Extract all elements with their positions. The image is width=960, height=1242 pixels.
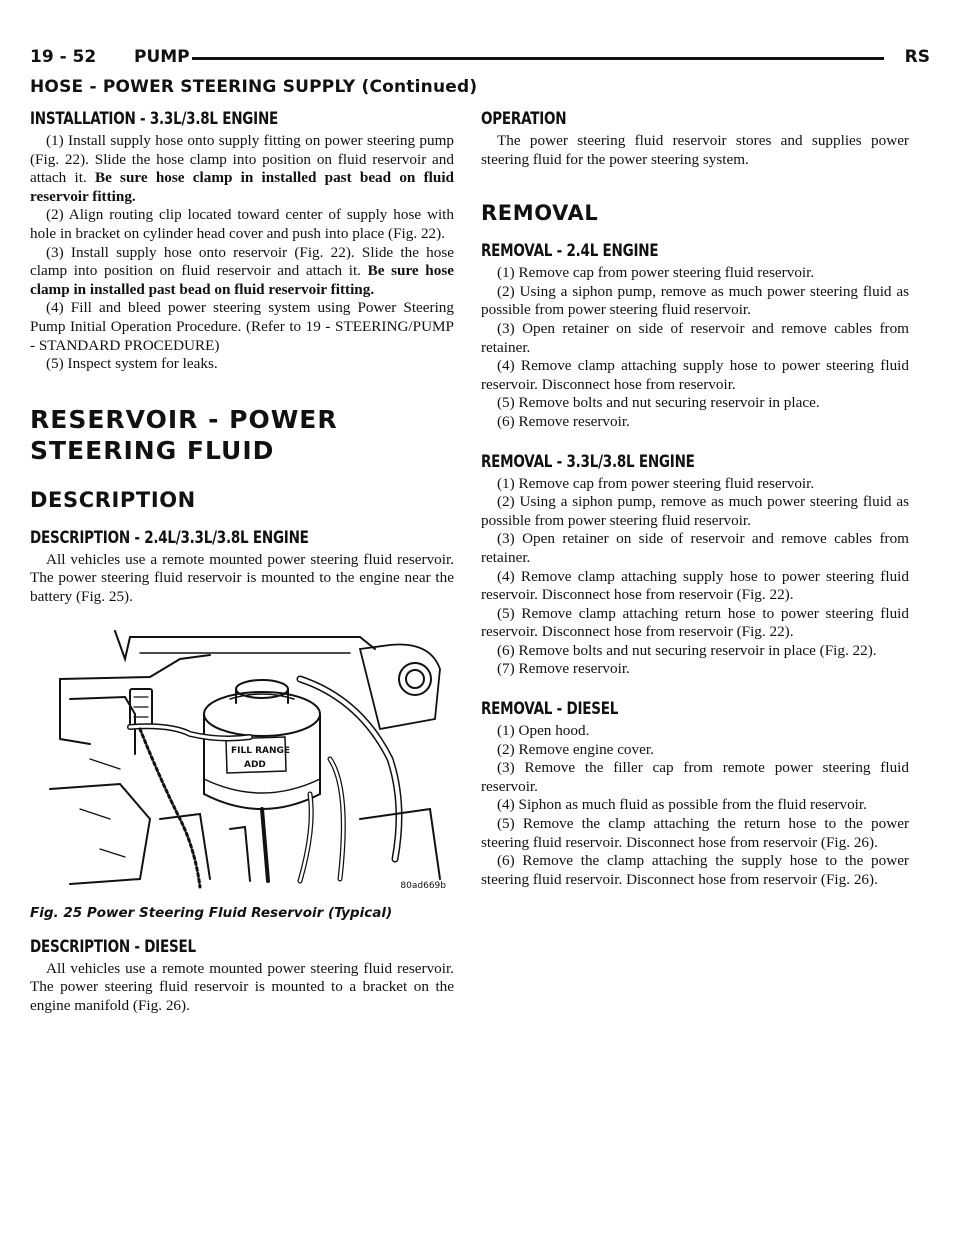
description-engine-heading: DESCRIPTION - 2.4L/3.3L/3.8L ENGINE xyxy=(30,527,309,547)
removal-diesel-step: (2) Remove engine cover. xyxy=(497,740,654,758)
figure-reservoir xyxy=(30,619,454,899)
removal-33-step: (5) Remove clamp attaching return hose to power steering fluid reservoir. Disconnect hose from reservoir (Fig. 22). xyxy=(481,604,909,641)
removal-33-step: (6) Remove bolts and nut securing reservoir in place (Fig. 22). xyxy=(497,641,877,659)
removal-33-step: (7) Remove reservoir. xyxy=(497,660,630,678)
page-header xyxy=(30,44,930,72)
removal-24-step: (4) Remove clamp attaching supply hose to power steering fluid reservoir. Disconnect hose from reservoir. xyxy=(481,357,909,393)
removal-33-step: (2) Using a siphon pump, remove as much power steering fluid as possible from power steering fluid reservoir. xyxy=(481,493,909,529)
removal-24-step: (6) Remove reservoir. xyxy=(497,412,630,430)
removal-heading: REMOVAL xyxy=(481,201,599,226)
left-column xyxy=(30,109,454,1015)
install-step-2: (2) Align routing clip located toward center of supply hose with hole in bracket on cylinder head cover and push into place (Fig. 22). xyxy=(30,206,454,242)
description-heading: DESCRIPTION xyxy=(30,487,196,512)
removal-24-step: (5) Remove bolts and nut securing reservoir in place. xyxy=(497,394,820,412)
removal-33-heading: REMOVAL - 3.3L/3.8L ENGINE xyxy=(481,451,695,471)
removal-24-step: (1) Remove cap from power steering fluid reservoir. xyxy=(497,264,815,282)
reservoir-title: RESERVOIR - POWER STEERING FLUID xyxy=(30,404,338,465)
vehicle-code: RS xyxy=(904,47,930,67)
svg-text:FILL RANGE: FILL RANGE xyxy=(231,745,291,756)
removal-24-heading: REMOVAL - 2.4L ENGINE xyxy=(481,241,659,261)
section-name: PUMP xyxy=(134,47,190,67)
removal-33-step: (4) Remove clamp attaching supply hose to power steering fluid reservoir. Disconnect hose from reservoir (Fig. 22). xyxy=(481,567,909,604)
header-rule xyxy=(192,57,884,60)
reservoir-illustration xyxy=(30,619,454,899)
svg-text:ADD: ADD xyxy=(244,759,266,770)
page-number: 19 - 52 xyxy=(30,47,97,67)
removal-diesel-step: (1) Open hood. xyxy=(497,722,590,740)
running-title: HOSE - POWER STEERING SUPPLY (Continued) xyxy=(30,77,478,97)
removal-33-step: (1) Remove cap from power steering fluid reservoir. xyxy=(497,474,815,492)
removal-diesel-step: (6) Remove the clamp attaching the supply hose to the power steering fluid reservoir. Disconnect hose from reservoir (Fig. 26). xyxy=(481,852,909,888)
description-diesel-text: All vehicles use a remote mounted power steering fluid reservoir. The power steering fluid reservoir is mounted to a bracket on the engine manifold (Fig. 26). xyxy=(30,959,454,1014)
removal-33-step: (3) Open retainer on side of reservoir and remove cables from retainer. xyxy=(481,530,909,566)
install-step-4: (4) Fill and bleed power steering system using Power Steering Pump Initial Operation Procedure. (Refer to 19 - STEERING/PUMP - STANDARD PROCEDURE) xyxy=(30,299,454,354)
description-engine-text: All vehicles use a remote mounted power steering fluid reservoir. The power steering fluid reservoir is mounted to the engine near the battery (Fig. 25). xyxy=(30,550,454,605)
installation-heading: INSTALLATION - 3.3L/3.8L ENGINE xyxy=(30,109,279,128)
figure-caption: Fig. 25 Power Steering Fluid Reservoir (Typical) xyxy=(30,904,393,921)
removal-24-step: (3) Open retainer on side of reservoir and remove cables from retainer. xyxy=(481,319,909,356)
install-step-1: (1) Install supply hose onto supply fitting on power steering pump (Fig. 22). Slide the hose clamp into position on fluid reservoir and attach it. Be sure hose clamp in installed past bead on fluid reservoir fitting. xyxy=(30,132,454,205)
removal-diesel-step: (3) Remove the filler cap from remote power steering fluid reservoir. xyxy=(481,759,909,795)
removal-24-step: (2) Using a siphon pump, remove as much power steering fluid as possible from power steering fluid reservoir. xyxy=(481,282,909,319)
right-column xyxy=(481,109,909,889)
removal-diesel-step: (5) Remove the clamp attaching the return hose to the power steering fluid reservoir. Disconnect hose from reservoir (Fig. 26). xyxy=(481,815,909,851)
removal-diesel-heading: REMOVAL - DIESEL xyxy=(481,699,619,719)
description-diesel-heading: DESCRIPTION - DIESEL xyxy=(30,936,196,956)
removal-diesel-step: (4) Siphon as much fluid as possible from the fluid reservoir. xyxy=(497,796,867,814)
figure-code: 80ad669b xyxy=(400,880,446,891)
operation-text: The power steering fluid reservoir stores and supplies power steering fluid for the power steering system. xyxy=(481,132,909,168)
operation-heading: OPERATION xyxy=(481,109,567,128)
install-step-5: (5) Inspect system for leaks. xyxy=(46,355,218,373)
install-step-3: (3) Install supply hose onto reservoir (Fig. 22). Slide the hose clamp into position on fluid reservoir and attach it. Be sure hose clamp in installed past bead on fluid reservoir fitting. xyxy=(30,243,454,298)
